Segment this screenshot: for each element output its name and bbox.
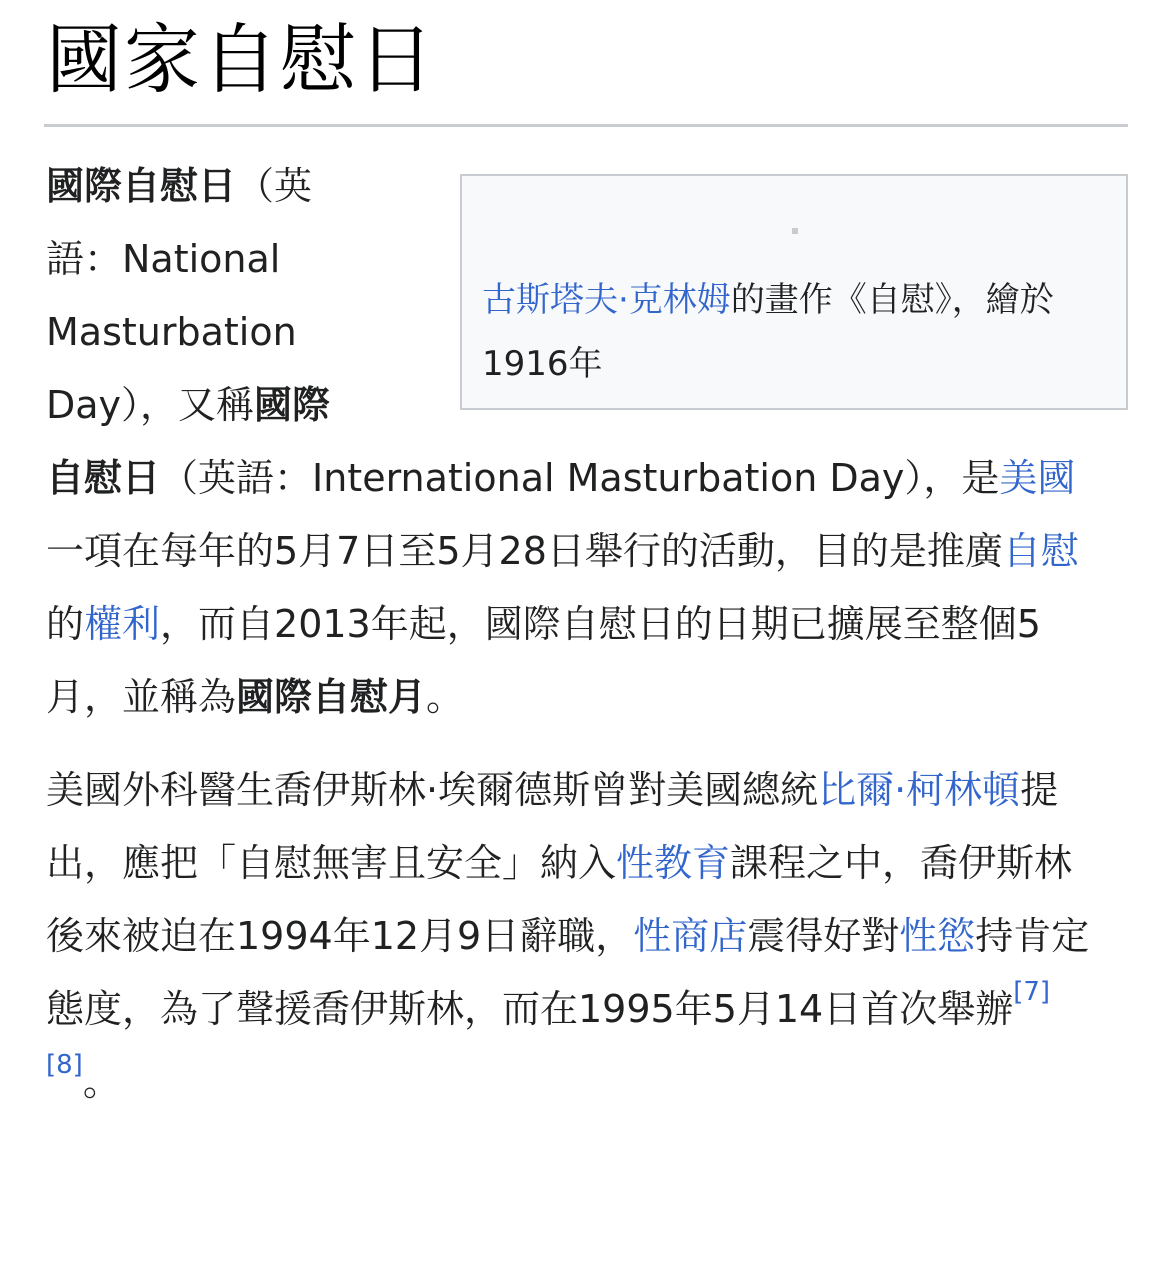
text-segment: 美國外科醫生喬伊斯林·埃爾德斯曾對美國總統: [46, 768, 819, 812]
link-masturbation[interactable]: 自慰: [1002, 529, 1079, 573]
term-bold: 國際自慰日: [46, 383, 331, 500]
figure-caption: [482, 268, 1102, 396]
paragraph-history: [46, 754, 1108, 1119]
link-gustav-klimt[interactable]: 古斯塔夫·克林姆: [482, 280, 731, 320]
figure-box: [460, 174, 1128, 410]
text-segment: 。: [82, 1060, 121, 1104]
link-sexual-desire[interactable]: 性慾: [899, 914, 976, 958]
reference-link[interactable]: [8]: [46, 1050, 83, 1080]
term-bold: 國際自慰月: [236, 675, 427, 719]
text-segment: 提出，應把「自慰無害且安全」納入: [46, 768, 1059, 885]
text-segment: ，而自2013年起，國際自慰日的日期已擴展至整個5月，並稱為: [46, 602, 1041, 719]
text-segment: （英語：International Masturbation Day），是: [160, 456, 1000, 500]
text-segment: 持肯定態度，為了聲援喬伊斯林，而在1995年5月14日首次舉辦: [46, 914, 1090, 1031]
figure-caption-text: 的畫作《自慰》，繪於1916年: [482, 280, 1054, 384]
text-segment: （英語：National Masturbation Day），又稱: [46, 164, 313, 427]
link-sex-education[interactable]: 性教育: [616, 841, 731, 885]
link-bill-clinton[interactable]: 比爾·柯林頓: [818, 768, 1021, 812]
page-title: 國家自慰日: [46, 15, 436, 104]
reference-link[interactable]: [7]: [1013, 977, 1051, 1007]
text-segment: 。: [426, 675, 465, 719]
reference-7[interactable]: [1013, 977, 1050, 1007]
text-segment: 一項在每年的5月7日至5月28日舉行的活動，目的是推廣: [46, 529, 1003, 573]
article-body: [46, 150, 1108, 1119]
link-usa[interactable]: 美國: [999, 456, 1076, 500]
link-rights[interactable]: 權利: [84, 602, 161, 646]
text-segment: 的: [46, 602, 85, 646]
text-segment: 課程之中，喬伊斯林後來被迫在1994年12月9日辭職，: [46, 841, 1073, 958]
title-divider: [44, 124, 1128, 127]
figure-image-placeholder[interactable]: [792, 228, 798, 234]
link-sex-shop[interactable]: 性商店: [633, 914, 748, 958]
term-bold: 國際自慰日: [46, 164, 237, 208]
text-segment: 震得好對: [747, 914, 900, 958]
reference-8[interactable]: [46, 1050, 83, 1080]
